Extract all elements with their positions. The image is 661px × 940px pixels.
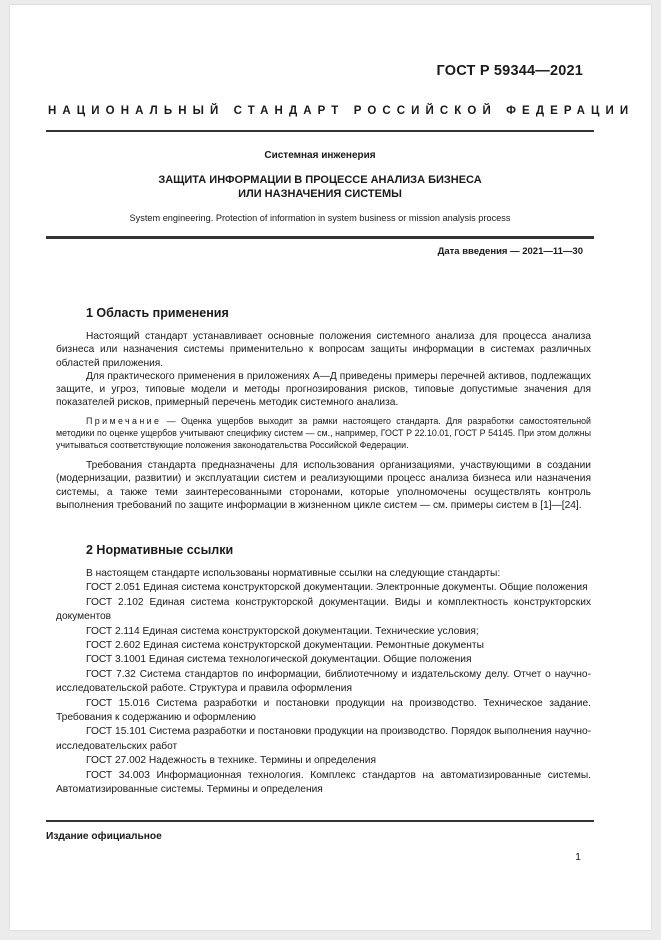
footer-divider xyxy=(46,820,594,822)
section-1-paragraph-3: Требования стандарта предназначены для использования организациями, участвующими в создании (модернизации, развитии) и эксплуатации систем и реализующими процесс анализа бизнеса или назначения системы, а также теми заинтересованными сторонами, которые уполномочены осуществлять контроль выполнения требований по защите информации в жизненном цикле систем — см. примеры систем в [1]—[24]. xyxy=(56,460,591,511)
reference-item: ГОСТ 2.602 Единая система конструкторской документации. Ремонтные документы xyxy=(86,640,484,652)
reference-item: ГОСТ 3.1001 Единая система технологической документации. Общие положения xyxy=(86,654,472,666)
title-line-1: ЗАЩИТА ИНФОРМАЦИИ В ПРОЦЕССЕ АНАЛИЗА БИЗНЕСА xyxy=(158,174,482,186)
reference-item: ГОСТ 2.114 Единая система конструкторской документации. Технические условия; xyxy=(86,625,479,637)
reference-item: ГОСТ 34.003 Информационная технология. Комплекс стандартов на автоматизированные системы. Автоматизированные системы. Термины и определения xyxy=(56,769,591,796)
standard-category: Системная инженерия xyxy=(264,150,376,161)
reference-item: ГОСТ 7.32 Система стандартов по информации, библиотечному и издательскому делу. Отчет о научно-исследовательской работе. Структура и правила оформления xyxy=(56,668,591,695)
gost-number: ГОСТ Р 59344—2021 xyxy=(436,63,583,79)
section-1-text xyxy=(56,330,591,410)
page-number: 1 xyxy=(575,851,581,863)
national-standard-heading: НАЦИОНАЛЬНЫЙ СТАНДАРТ РОССИЙСКОЙ ФЕДЕРАЦИИ xyxy=(48,105,635,117)
top-divider xyxy=(46,130,594,132)
note-label: Примечание xyxy=(86,416,162,426)
reference-item: ГОСТ 15.016 Система разработки и постановки продукции на производство. Техническое задание. Требования к содержанию и оформлению xyxy=(56,697,591,724)
document-page xyxy=(10,5,651,930)
section-2-heading: 2 Нормативные ссылки xyxy=(86,543,234,557)
reference-item: ГОСТ 2.102 Единая система конструкторской документации. Виды и комплектность конструкторских документов xyxy=(56,596,591,623)
standard-title xyxy=(46,174,594,201)
references-intro: В настоящем стандарте использованы нормативные ссылки на следующие стандарты: xyxy=(86,568,501,579)
section-1-paragraph-1: Настоящий стандарт устанавливает основные положения системного анализа для процесса анализа бизнеса или назначения системы применительно к вопросам защиты информации в системах различных областей приложения. xyxy=(56,331,591,369)
section-1-text-continued xyxy=(56,459,591,512)
introduction-date: Дата введения — 2021—11—30 xyxy=(437,246,583,257)
title-line-2: ИЛИ НАЗНАЧЕНИЯ СИСТЕМЫ xyxy=(238,187,402,200)
section-1-heading: 1 Область применения xyxy=(86,306,229,320)
reference-item: ГОСТ 27.002 Надежность в технике. Термины и определения xyxy=(86,755,376,767)
section-1-note xyxy=(56,415,591,451)
note-text: — Оценка ущербов выходит за рамки настоящего стандарта. Для разработки самостоятельной методики по оценке ущербов учитывают специфику систем — см., например, ГОСТ Р 22.10.01, ГОСТ Р 54145. При этом должны учитываться соответствующие положения законодательства Российской Федерации. xyxy=(56,416,591,450)
official-edition-label: Издание официальное xyxy=(46,831,162,842)
reference-item: ГОСТ 2.051 Единая система конструкторской документации. Электронные документы. Общие положения xyxy=(86,582,588,594)
reference-item: ГОСТ 15.101 Система разработки и постановки продукции на производство. Порядок выполнения научно-исследовательских работ xyxy=(56,726,591,752)
standard-title-english: System engineering. Protection of information in system business or mission analysis process xyxy=(129,213,511,223)
section-1-paragraph-2: Для практического применения в приложениях А—Д приведены примеры перечней активов, подлежащих защите, и угроз, типовые модели и методы прогнозирования рисков, типовые допустимые значения для показателей рисков, примерный перечень методик системного анализа. xyxy=(56,370,591,409)
normative-references xyxy=(56,567,591,798)
title-divider xyxy=(46,236,594,239)
